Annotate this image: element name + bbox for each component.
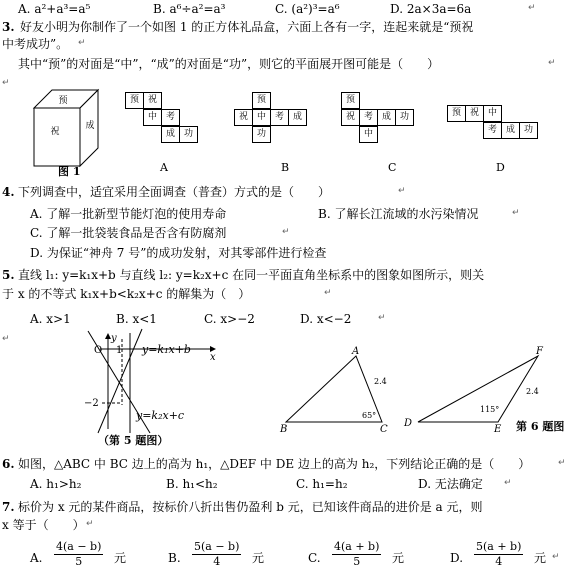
net-cell: 祝 xyxy=(341,109,360,126)
net-cell: 中 xyxy=(483,105,502,122)
option-b: B. x<1 xyxy=(116,312,157,326)
q2-option-c: C. (a²)³=a⁶ xyxy=(275,2,340,16)
paragraph-mark-icon: ↵ xyxy=(558,458,566,468)
option-b-letter: B. xyxy=(168,551,181,565)
option-c: C. x>−2 xyxy=(204,312,255,326)
question-text: 如图，△ABC 中 BC 边上的高为 h₁，△DEF 中 DE 边上的高为 h₂，下列结论正确的是（ ） xyxy=(18,457,531,471)
question-number: 7. xyxy=(2,500,15,514)
paragraph-mark-icon: ↵ xyxy=(504,478,512,488)
option-c-unit: 元 xyxy=(392,551,405,565)
tick-label: 1 xyxy=(116,345,123,356)
net-cell: 预 xyxy=(341,92,360,109)
vertex-c: C xyxy=(380,424,388,435)
triangle-def xyxy=(418,356,538,422)
option-c-fraction: $\frac{4(a + b)}{5}$ xyxy=(334,540,380,568)
cube-figure xyxy=(30,88,110,173)
option-c: C. h₁=h₂ xyxy=(296,477,348,491)
line-l2-label: y=k₂x+c xyxy=(136,409,185,422)
figure-caption: （第 5 题图） xyxy=(98,434,169,447)
option-label: D xyxy=(496,161,505,174)
question-text: 好友小明为你制作了一个如图 1 的正方体礼品盒，六面上各有一字，连起来就是“预祝 xyxy=(20,20,474,34)
tick-label: −2 xyxy=(84,398,99,409)
paragraph-mark-icon: ↵ xyxy=(548,58,556,68)
option-a-fraction: $\frac{4(a - b)}{5}$ xyxy=(56,540,102,568)
option-d: D. x<−2 xyxy=(300,312,352,326)
cube-front-face: 祝 xyxy=(50,127,60,137)
question-text: 于 x 的不等式 k₁x+b<k₂x+c 的解集为（ ） xyxy=(2,287,251,301)
net-cell: 预 xyxy=(125,92,144,109)
option-d-letter: D. xyxy=(450,551,464,565)
paragraph-mark-icon: ↵ xyxy=(78,38,86,48)
x-axis-label: x xyxy=(210,352,216,363)
paragraph-mark-icon: ↵ xyxy=(552,552,560,562)
net-cell: 功 xyxy=(179,126,198,143)
question-text: 中考成功”。 xyxy=(2,37,69,51)
vertex-e: E xyxy=(494,424,502,435)
net-cell: 中 xyxy=(143,109,162,126)
option-c: C. 了解一批袋装食品是否含有防腐剂 xyxy=(30,226,227,240)
option-label: C xyxy=(388,161,397,174)
option-d: D. 无法确定 xyxy=(418,477,483,491)
option-a: A. h₁>h₂ xyxy=(30,477,82,491)
side-ef-label: 2.4 xyxy=(526,387,539,396)
paragraph-mark-icon: ↵ xyxy=(282,227,290,237)
option-a: A. 了解一批新型节能灯泡的使用寿命 xyxy=(30,207,227,221)
net-cell: 功 xyxy=(395,109,414,126)
vertex-b: B xyxy=(280,424,288,435)
q2-option-d: D. 2a×3a=6a xyxy=(390,2,472,16)
option-label: A xyxy=(160,161,168,174)
paragraph-mark-icon: ↵ xyxy=(86,519,94,529)
q2-option-b: B. a⁶÷a²=a³ xyxy=(153,2,226,16)
net-cell: 成 xyxy=(288,109,307,126)
option-c-letter: C. xyxy=(308,551,321,565)
q2-option-a: A. a²+a³=a⁵ xyxy=(18,2,91,16)
y-axis-label: y xyxy=(111,333,117,344)
option-b-unit: 元 xyxy=(252,551,265,565)
question-text: 下列调查中，适宜采用全面调查（普查）方式的是（ ） xyxy=(18,185,331,199)
question-text: 其中“预”的对面是“中”，“成”的对面是“功”，则它的平面展开图可能是（ ） xyxy=(18,57,440,71)
angle-c-label: 65° xyxy=(362,411,377,420)
question-number: 4. xyxy=(2,185,15,199)
figure-caption: 第 6 题图 xyxy=(516,420,565,433)
option-b: B. h₁<h₂ xyxy=(166,477,218,491)
net-cell: 预 xyxy=(252,92,271,109)
paragraph-mark-icon: ↵ xyxy=(398,186,406,196)
side-ac-label: 2.4 xyxy=(374,377,387,386)
option-a-letter: A. xyxy=(30,551,43,565)
question-number: 5. xyxy=(2,268,15,282)
option-a-unit: 元 xyxy=(114,551,127,565)
paragraph-mark-icon: ↵ xyxy=(2,78,10,88)
question-text: x 等于（ ） xyxy=(2,518,85,532)
net-cell: 成 xyxy=(377,109,396,126)
question-number: 3. xyxy=(2,20,15,34)
net-cell: 成 xyxy=(161,126,180,143)
option-d: D. 为保证“神舟 7 号”的成功发射，对其零部件进行检查 xyxy=(30,246,327,260)
net-cell: 预 xyxy=(447,105,466,122)
net-cell: 成 xyxy=(501,122,520,139)
option-b: B. 了解长江流域的水污染情况 xyxy=(318,207,479,221)
cube-right-face: 成 xyxy=(85,121,95,131)
option-a: A. x>1 xyxy=(30,312,71,326)
angle-e-label: 115° xyxy=(480,405,500,414)
net-cell: 祝 xyxy=(465,105,484,122)
line-l1-label: y=k₁x+b xyxy=(142,343,191,356)
option-b-fraction: $\frac{5(a - b)}{4}$ xyxy=(194,540,240,568)
q5-graph xyxy=(80,333,230,445)
paragraph-mark-icon: ↵ xyxy=(512,208,520,218)
figure-caption: 图 1 xyxy=(58,165,81,178)
net-cell: 考 xyxy=(161,109,180,126)
net-cell: 祝 xyxy=(234,109,253,126)
cube-top-face: 预 xyxy=(58,96,68,106)
question-number: 6. xyxy=(2,457,15,471)
net-cell: 考 xyxy=(483,122,502,139)
net-cell: 中 xyxy=(359,126,378,143)
net-cell: 祝 xyxy=(143,92,162,109)
vertex-d: D xyxy=(404,418,413,429)
net-cell: 功 xyxy=(519,122,538,139)
vertex-a: A xyxy=(352,346,360,357)
net-cell: 中 xyxy=(252,109,271,126)
paragraph-mark-icon: ↵ xyxy=(2,334,10,344)
net-cell: 考 xyxy=(270,109,289,126)
net-cell: 功 xyxy=(252,126,271,143)
paragraph-mark-icon: ↵ xyxy=(378,313,386,323)
paragraph-mark-icon: ↵ xyxy=(324,288,332,298)
question-text: 直线 l₁: y=k₁x+b 与直线 l₂: y=k₂x+c 在同一平面直角坐标系中的图象如图所示，则关 xyxy=(18,268,485,282)
option-label: B xyxy=(281,161,290,174)
vertex-f: F xyxy=(536,346,543,357)
question-text: 标价为 x 元的某件商品，按标价八折出售仍盈利 b 元，已知该件商品的进价是 a 元，则 xyxy=(18,500,483,514)
option-d-unit: 元 xyxy=(534,551,547,565)
origin-label: O xyxy=(94,345,103,356)
paragraph-mark-icon: ↵ xyxy=(528,3,536,13)
net-cell: 考 xyxy=(359,109,378,126)
option-d-fraction: $\frac{5(a + b)}{4}$ xyxy=(476,540,522,568)
